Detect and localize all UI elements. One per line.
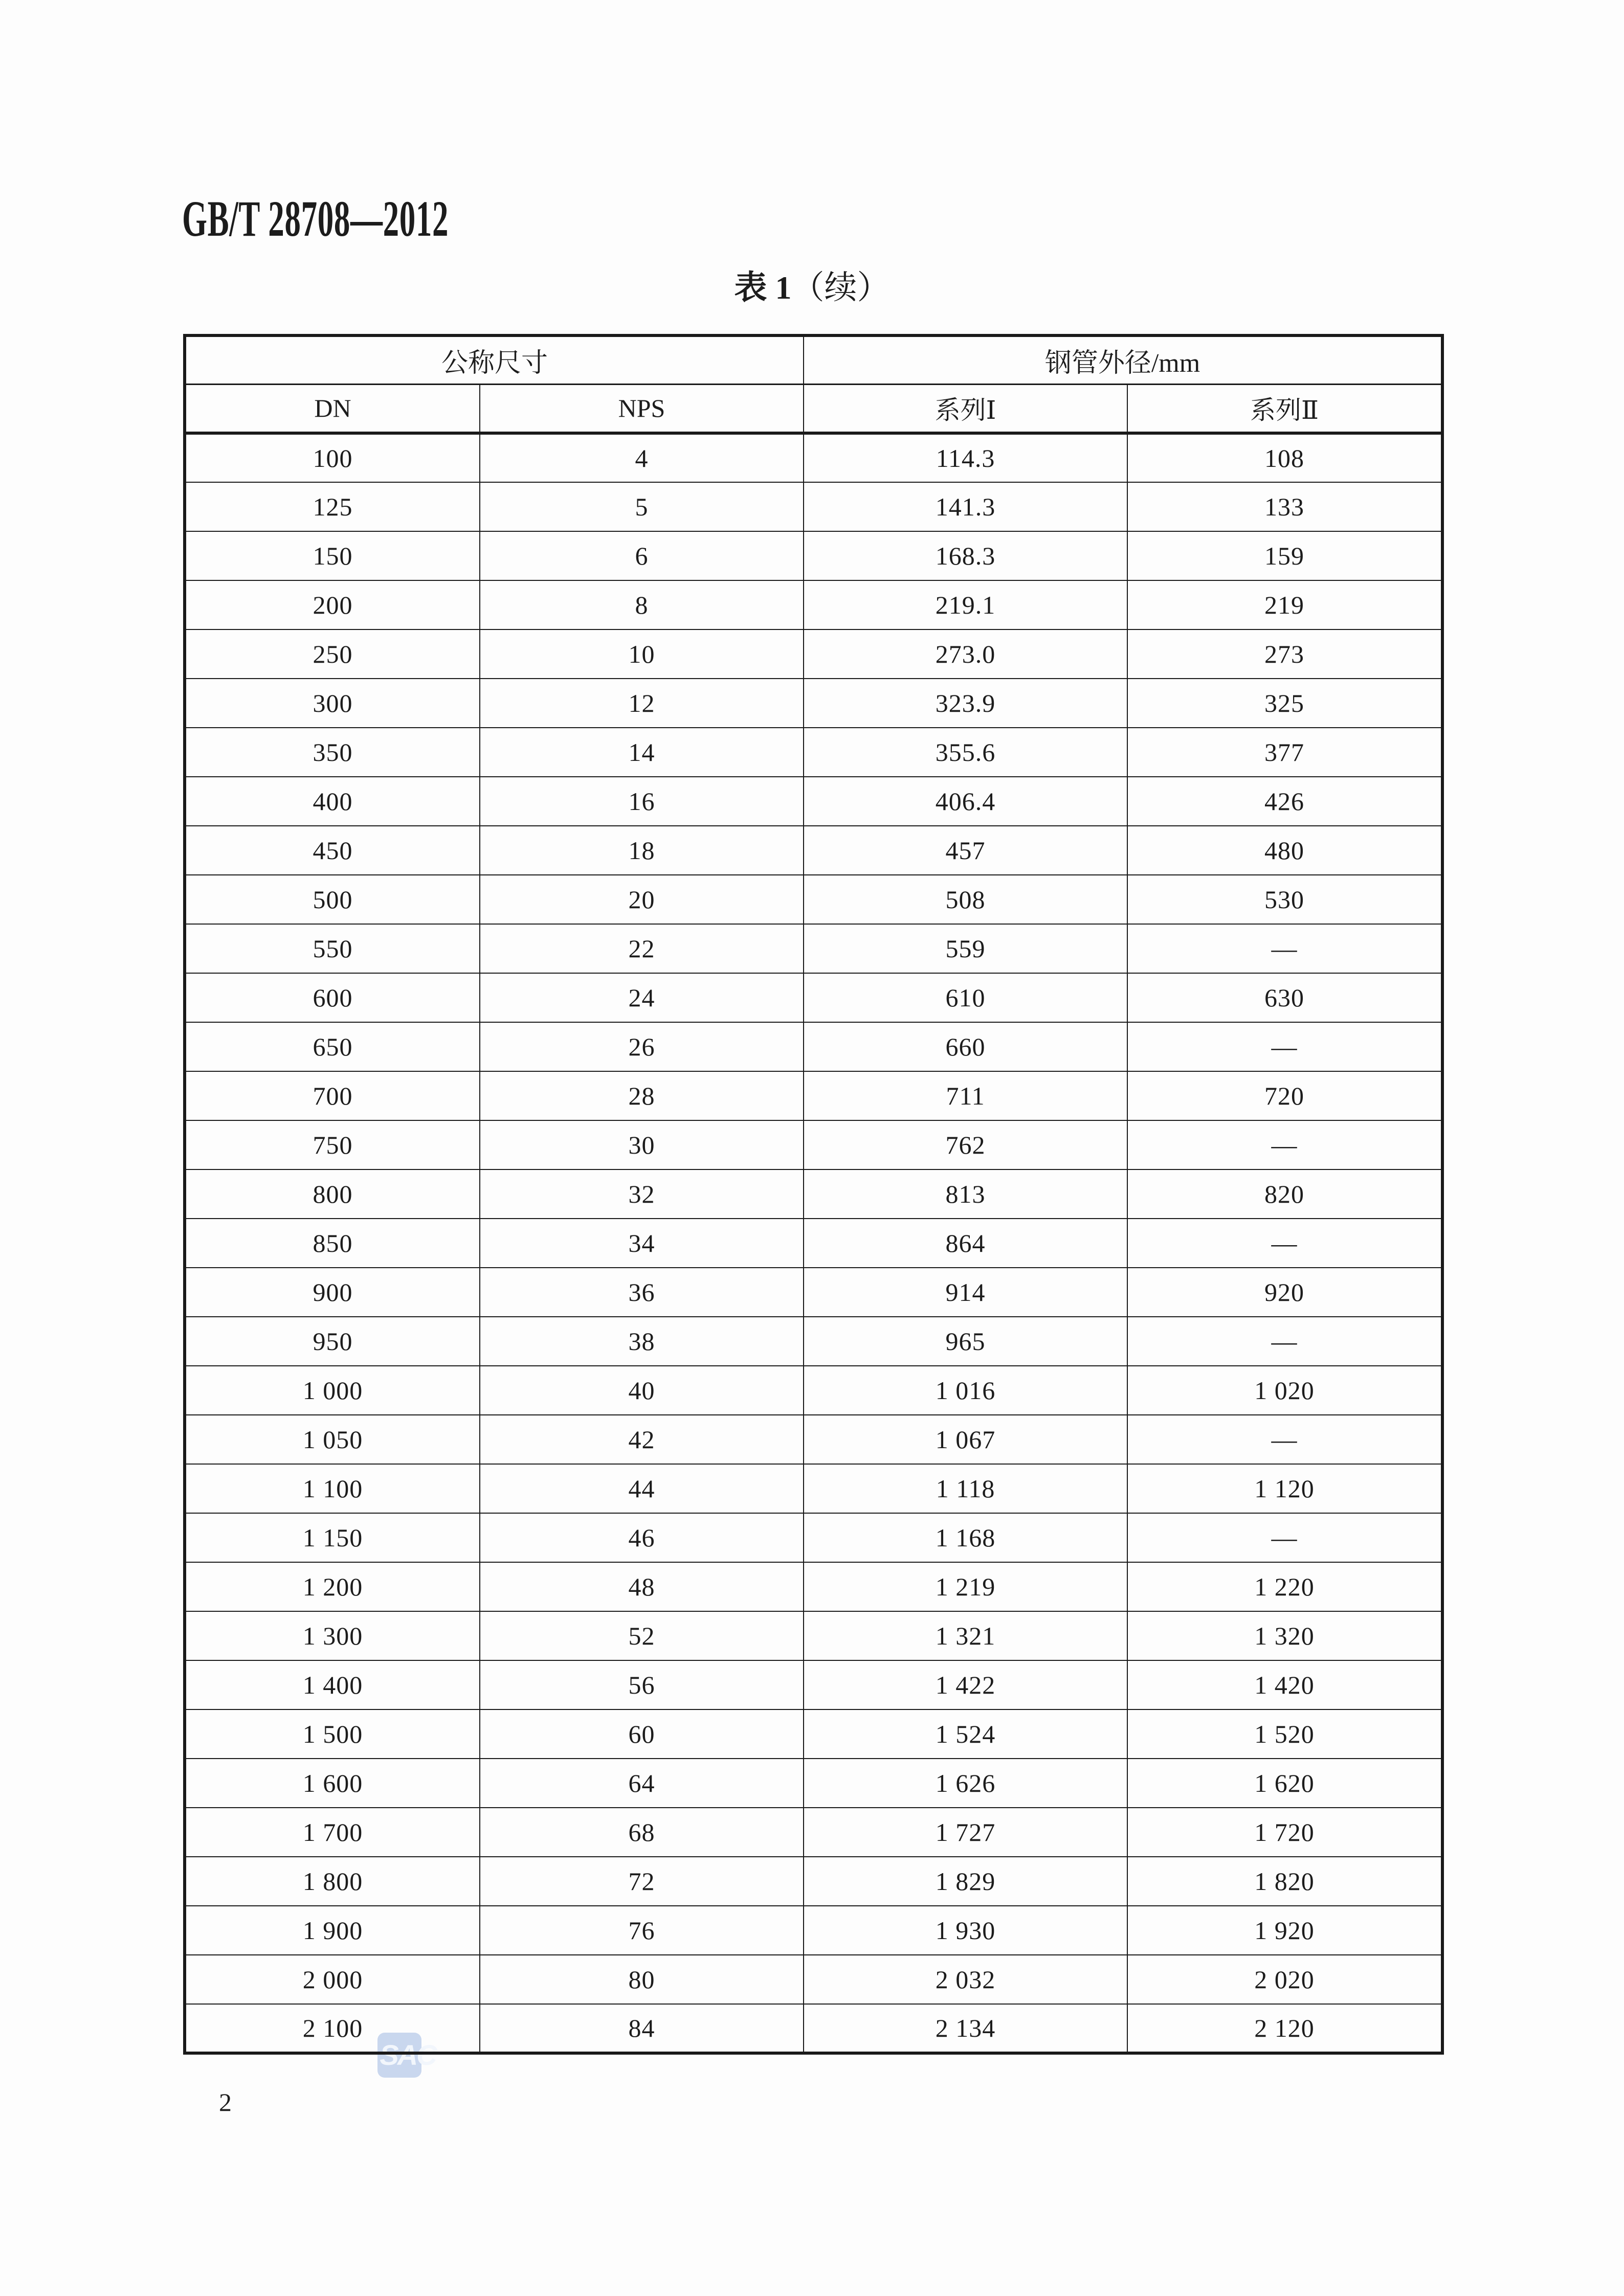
table-cell: 2 000 <box>185 1955 480 2004</box>
table-title <box>183 270 1441 306</box>
header-group-row <box>185 335 1442 384</box>
table-cell: — <box>1127 1513 1442 1562</box>
table-cell: 159 <box>1127 531 1442 580</box>
table-row <box>185 1513 1442 1562</box>
table-cell: 114.3 <box>804 433 1127 482</box>
table-cell: 650 <box>185 1022 480 1071</box>
table-cell: 8 <box>480 580 804 629</box>
table-row <box>185 875 1442 924</box>
table-title-suffix: （续） <box>791 269 890 306</box>
page-number: 2 <box>219 2088 232 2117</box>
table-cell: 150 <box>185 531 480 580</box>
table-cell: 1 220 <box>1127 1562 1442 1611</box>
table-cell: 300 <box>185 679 480 728</box>
table-cell: 820 <box>1127 1169 1442 1219</box>
table-row <box>185 1268 1442 1317</box>
col-header-nps: NPS <box>480 384 804 433</box>
table-row <box>185 433 1442 482</box>
table-cell: 52 <box>480 1611 804 1660</box>
col-header-series1: 系列Ⅰ <box>804 384 1127 433</box>
table-cell: 133 <box>1127 482 1442 531</box>
table-cell: 125 <box>185 482 480 531</box>
table-cell: 750 <box>185 1120 480 1169</box>
table-cell: 762 <box>804 1120 1127 1169</box>
table-cell: 1 620 <box>1127 1759 1442 1808</box>
sac-watermark-text: SAC <box>380 2039 436 2071</box>
table-cell: 720 <box>1127 1071 1442 1120</box>
table-cell: 168.3 <box>804 531 1127 580</box>
table-row <box>185 2004 1442 2053</box>
table-cell: 323.9 <box>804 679 1127 728</box>
table-cell: 1 321 <box>804 1611 1127 1660</box>
table-cell: 5 <box>480 482 804 531</box>
table-row <box>185 924 1442 973</box>
table-row <box>185 1317 1442 1366</box>
table-cell: 950 <box>185 1317 480 1366</box>
table-cell: 1 930 <box>804 1906 1127 1955</box>
table-cell: 1 168 <box>804 1513 1127 1562</box>
table-cell: 30 <box>480 1120 804 1169</box>
table-cell: 14 <box>480 728 804 777</box>
table-cell: 426 <box>1127 777 1442 826</box>
table-row <box>185 1955 1442 2004</box>
table-row <box>185 1169 1442 1219</box>
table-cell: 1 020 <box>1127 1366 1442 1415</box>
table-cell: 1 920 <box>1127 1906 1442 1955</box>
table-cell: 1 150 <box>185 1513 480 1562</box>
table-cell: 12 <box>480 679 804 728</box>
col-header-series2: 系列Ⅱ <box>1127 384 1442 433</box>
table-cell: 1 219 <box>804 1562 1127 1611</box>
table-row <box>185 629 1442 679</box>
table-cell: 1 050 <box>185 1415 480 1464</box>
table-cell: 1 900 <box>185 1906 480 1955</box>
table-row <box>185 1464 1442 1513</box>
table-cell: — <box>1127 1022 1442 1071</box>
table-cell: — <box>1127 1219 1442 1268</box>
table-row <box>185 1562 1442 1611</box>
table-cell: 44 <box>480 1464 804 1513</box>
table-cell: 2 120 <box>1127 2004 1442 2053</box>
table-cell: 377 <box>1127 728 1442 777</box>
table-cell: 1 820 <box>1127 1857 1442 1906</box>
table-cell: 813 <box>804 1169 1127 1219</box>
table-cell: 1 524 <box>804 1709 1127 1759</box>
table-row <box>185 1071 1442 1120</box>
table-cell: 1 727 <box>804 1808 1127 1857</box>
table-cell: 500 <box>185 875 480 924</box>
table-cell: 1 800 <box>185 1857 480 1906</box>
table-cell: 60 <box>480 1709 804 1759</box>
table-row <box>185 1759 1442 1808</box>
table-cell: 1 016 <box>804 1366 1127 1415</box>
table-cell: 864 <box>804 1219 1127 1268</box>
table-cell: 1 720 <box>1127 1808 1442 1857</box>
table-row <box>185 1857 1442 1906</box>
table-cell: 1 100 <box>185 1464 480 1513</box>
table-cell: 32 <box>480 1169 804 1219</box>
table-cell: 508 <box>804 875 1127 924</box>
table-cell: 48 <box>480 1562 804 1611</box>
table-cell: 80 <box>480 1955 804 2004</box>
table-cell: 273 <box>1127 629 1442 679</box>
table-cell: 1 520 <box>1127 1709 1442 1759</box>
table-cell: 660 <box>804 1022 1127 1071</box>
table-row <box>185 1219 1442 1268</box>
table-row <box>185 482 1442 531</box>
table-cell: 350 <box>185 728 480 777</box>
table-cell: 64 <box>480 1759 804 1808</box>
table-cell: 610 <box>804 973 1127 1022</box>
table-title-main: 表 1 <box>734 269 792 306</box>
header-column-row <box>185 384 1442 433</box>
table-cell: 1 829 <box>804 1857 1127 1906</box>
col-header-dn: DN <box>185 384 480 433</box>
table-cell: 630 <box>1127 973 1442 1022</box>
table-cell: 46 <box>480 1513 804 1562</box>
table-body <box>185 433 1442 2053</box>
table-cell: 530 <box>1127 875 1442 924</box>
table-cell: 250 <box>185 629 480 679</box>
table-cell: 550 <box>185 924 480 973</box>
table-row <box>185 1660 1442 1709</box>
table-cell: 26 <box>480 1022 804 1071</box>
table-cell: 1 422 <box>804 1660 1127 1709</box>
table-cell: 600 <box>185 973 480 1022</box>
table-row <box>185 531 1442 580</box>
table-cell: 711 <box>804 1071 1127 1120</box>
table-cell: 1 600 <box>185 1759 480 1808</box>
table-cell: 1 120 <box>1127 1464 1442 1513</box>
table-row <box>185 580 1442 629</box>
table-cell: 40 <box>480 1366 804 1415</box>
table-cell: 18 <box>480 826 804 875</box>
table-cell: 480 <box>1127 826 1442 875</box>
table-row <box>185 973 1442 1022</box>
table-cell: 22 <box>480 924 804 973</box>
table-cell: 457 <box>804 826 1127 875</box>
table-cell: 219.1 <box>804 580 1127 629</box>
table-cell: 4 <box>480 433 804 482</box>
table-cell: 325 <box>1127 679 1442 728</box>
table-cell: 76 <box>480 1906 804 1955</box>
table-cell: — <box>1127 1120 1442 1169</box>
table-cell: 16 <box>480 777 804 826</box>
table-cell: 965 <box>804 1317 1127 1366</box>
table-cell: 1 700 <box>185 1808 480 1857</box>
table-cell: 1 067 <box>804 1415 1127 1464</box>
doc-number: GB/T 28708—2012 <box>182 190 449 247</box>
pipe-od-table <box>183 334 1444 2055</box>
table-cell: 20 <box>480 875 804 924</box>
table-cell: 450 <box>185 826 480 875</box>
table-row <box>185 1120 1442 1169</box>
table-cell: 559 <box>804 924 1127 973</box>
table-cell: 28 <box>480 1071 804 1120</box>
table-cell: 406.4 <box>804 777 1127 826</box>
table-cell: 1 626 <box>804 1759 1127 1808</box>
table-cell: 400 <box>185 777 480 826</box>
table-row <box>185 1366 1442 1415</box>
table-cell: 108 <box>1127 433 1442 482</box>
table-cell: 355.6 <box>804 728 1127 777</box>
table-row <box>185 1611 1442 1660</box>
table-cell: 56 <box>480 1660 804 1709</box>
table-cell: 2 020 <box>1127 1955 1442 2004</box>
table-cell: 1 118 <box>804 1464 1127 1513</box>
table-cell: 38 <box>480 1317 804 1366</box>
table-cell: 100 <box>185 433 480 482</box>
table-cell: 700 <box>185 1071 480 1120</box>
table-cell: 42 <box>480 1415 804 1464</box>
table-cell: 36 <box>480 1268 804 1317</box>
table-cell: 900 <box>185 1268 480 1317</box>
table-row <box>185 1022 1442 1071</box>
table-row <box>185 679 1442 728</box>
table-row <box>185 1709 1442 1759</box>
table-container <box>183 334 1441 2055</box>
table-cell: 2 134 <box>804 2004 1127 2053</box>
table-cell: 24 <box>480 973 804 1022</box>
table-cell: 200 <box>185 580 480 629</box>
table-cell: 219 <box>1127 580 1442 629</box>
table-cell: 1 500 <box>185 1709 480 1759</box>
header-group-outer-diameter: 钢管外径/mm <box>804 335 1442 384</box>
table-row <box>185 728 1442 777</box>
table-cell: 72 <box>480 1857 804 1906</box>
table-cell: 1 200 <box>185 1562 480 1611</box>
table-cell: 68 <box>480 1808 804 1857</box>
table-cell: 84 <box>480 2004 804 2053</box>
table-row <box>185 1808 1442 1857</box>
table-cell: 850 <box>185 1219 480 1268</box>
table-cell: — <box>1127 1317 1442 1366</box>
table-cell: 2 032 <box>804 1955 1127 2004</box>
table-cell: — <box>1127 1415 1442 1464</box>
table-cell: 273.0 <box>804 629 1127 679</box>
table-cell: 1 320 <box>1127 1611 1442 1660</box>
table-cell: 2 100 <box>185 2004 480 2053</box>
table-cell: — <box>1127 924 1442 973</box>
table-cell: 1 000 <box>185 1366 480 1415</box>
table-cell: 1 300 <box>185 1611 480 1660</box>
table-row <box>185 777 1442 826</box>
table-row <box>185 826 1442 875</box>
table-cell: 10 <box>480 629 804 679</box>
table-cell: 1 420 <box>1127 1660 1442 1709</box>
table-cell: 34 <box>480 1219 804 1268</box>
table-cell: 800 <box>185 1169 480 1219</box>
table-cell: 6 <box>480 531 804 580</box>
table-row <box>185 1906 1442 1955</box>
table-cell: 920 <box>1127 1268 1442 1317</box>
header-group-nominal-size: 公称尺寸 <box>185 335 804 384</box>
table-cell: 141.3 <box>804 482 1127 531</box>
table-cell: 1 400 <box>185 1660 480 1709</box>
table-cell: 914 <box>804 1268 1127 1317</box>
table-row <box>185 1415 1442 1464</box>
